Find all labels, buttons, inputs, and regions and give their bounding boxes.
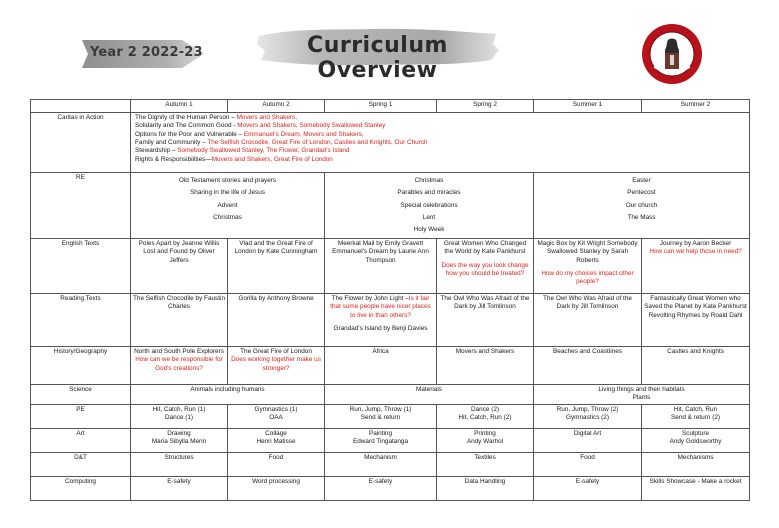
pe-spring2-cell: Dance (2) Hit, Catch, Run (2): [437, 404, 534, 428]
re-summer-cell: Easter Pentecost Our church The Mass: [534, 173, 750, 239]
pe-autumn2-cell: Gymnastics (1) OAA: [228, 404, 325, 428]
table-row: [31, 113, 750, 173]
caritas-line: Options for the Poor and Vulnerable – Emmanuel's Dream, Movers and Shakers,: [135, 130, 364, 138]
table-row: [31, 173, 750, 239]
english-autumn1-cell: Poles Apart by Jeanne Willis Lost and Found by Oliver Jeffers: [131, 239, 228, 294]
row-label-caritas: Caritas in Action: [31, 113, 131, 173]
re-spring-cell: Christmas Parables and miracles Special celebrations Lent Holy Week: [325, 173, 534, 239]
table-row: [31, 476, 750, 500]
dt-cell: Mechanism: [325, 452, 437, 476]
caritas-line: The Dignity of the Human Person – Movers and Shakers,: [135, 114, 297, 121]
curriculum-table: [30, 99, 750, 501]
history-spring1-cell: Africa: [325, 347, 437, 385]
reading-spring1-cell: The Flower by John Light –Is it fair that some people have nicer places to live in than others? Grandad's Island by Benji Davies: [325, 294, 437, 347]
computing-cell: Data Handling: [437, 476, 534, 500]
page-title: Curriculum Overview: [307, 33, 448, 83]
row-label-history: History/Geography: [31, 347, 131, 385]
row-label-art: Art: [31, 428, 131, 452]
column-header: Spring 1: [325, 100, 437, 113]
table-row: [31, 294, 750, 347]
row-label-re: RE: [31, 173, 131, 239]
art-autumn1-cell: Drawing Maria Sibylla Merin: [131, 428, 228, 452]
row-label-pe: PE: [31, 404, 131, 428]
column-header: Spring 2: [437, 100, 534, 113]
title-banner: [255, 24, 500, 83]
row-label-reading: Reading Texts: [31, 294, 131, 347]
row-label-science: Science: [31, 385, 131, 405]
pe-summer1-cell: Run, Jump, Throw (2) Gymnastics (2): [534, 404, 642, 428]
science-summer-cell: Living things and their habitats Plants: [534, 385, 750, 405]
history-summer1-cell: Beaches and Coastlines: [534, 347, 642, 385]
table-row: [31, 239, 750, 294]
history-autumn1-cell: North and South Pole Explorers How can we be responsible for God's creations?: [131, 347, 228, 385]
computing-cell: Skills Showcase - Make a rocket: [642, 476, 750, 500]
reading-autumn1-cell: The Selfish Crocodile by Faustin Charles: [131, 294, 228, 347]
computing-cell: E-safety: [131, 476, 228, 500]
reading-summer2-cell: Fantastically Great Women who Saved the Planet by Kate Pankhurst Revolting Rhymes by Roald Dahl: [642, 294, 750, 347]
history-summer2-cell: Castles and Knights: [642, 347, 750, 385]
row-label-computing: Computing: [31, 476, 131, 500]
column-header: Autumn 2: [228, 100, 325, 113]
school-crest-icon: [641, 23, 703, 85]
caritas-line: Solidarity and The Common Good - Movers and Shakers, Somebody Swallowed Stanley: [135, 122, 386, 130]
history-spring2-cell: Movers and Shakers: [437, 347, 534, 385]
history-autumn2-cell: The Great Fire of London Does working together make us stronger?: [228, 347, 325, 385]
dt-cell: Textiles: [437, 452, 534, 476]
dt-cell: Food: [228, 452, 325, 476]
reading-summer1-cell: The Owl Who Was Afraid of the Dark by Jill Tomlinson: [534, 294, 642, 347]
table-row: [31, 347, 750, 385]
year-banner: [82, 38, 204, 70]
science-autumn-cell: Animals including humans: [131, 385, 325, 405]
english-summer1-cell: Magic Box by Kit Wright Somebody Swallowed Stanley by Sarah Roberts How do my choices impact other people?: [534, 239, 642, 294]
table-header-row: [31, 100, 750, 113]
row-label-dt: D&T: [31, 452, 131, 476]
pe-spring1-cell: Run, Jump, Throw (1) Send & return: [325, 404, 437, 428]
english-spring2-cell: Great Women Who Changed the World by Kate Pankhurst Does the way you look change how you should be treated?: [437, 239, 534, 294]
dt-cell: Mechanisms: [642, 452, 750, 476]
art-summer1-cell: Digital Art: [534, 428, 642, 452]
reading-autumn2-cell: Gorilla by Anthony Browne: [228, 294, 325, 347]
english-autumn2-cell: Vlad and the Great Fire of London by Kate Cunningham: [228, 239, 325, 294]
art-summer2-cell: Sculpture Andy Goldsworthy: [642, 428, 750, 452]
table-row: [31, 404, 750, 428]
table-row: [31, 428, 750, 452]
computing-cell: Word processing: [228, 476, 325, 500]
table-row: [31, 452, 750, 476]
computing-cell: E-safety: [534, 476, 642, 500]
column-header: Summer 1: [534, 100, 642, 113]
column-header: Summer 2: [642, 100, 750, 113]
dt-cell: Structures: [131, 452, 228, 476]
year-label: Year 2 2022-23: [90, 45, 203, 60]
art-spring1-cell: Painting Edward Tingatanga: [325, 428, 437, 452]
pe-autumn1-cell: Hit, Catch, Run (1) Dance (1): [131, 404, 228, 428]
page-header: [0, 0, 779, 98]
english-spring1-cell: Meerkat Mail by Emily Gravett Emmanuel's Dream by Laurie Ann Thompson: [325, 239, 437, 294]
english-summer2-cell: Journey by Aaron Becker How can we help those in need?: [642, 239, 750, 294]
caritas-line: Stewardship – Somebody Swallowed Stanley, The Flower, Grandad's Island: [135, 147, 350, 155]
reading-spring2-cell: The Owl Who Was Afraid of the Dark by Jill Tomlinson: [437, 294, 534, 347]
caritas-line: Family and Community – The Selfish Crocodile, Great Fire of London, Castles and Knights, Our Church: [135, 138, 428, 146]
re-autumn-cell: Old Testament stories and prayers Sharing in the life of Jesus Advent Christmas: [131, 173, 325, 239]
art-spring2-cell: Printing Andy Warhol: [437, 428, 534, 452]
art-autumn2-cell: Collage Henri Matisse: [228, 428, 325, 452]
pe-summer2-cell: Hit, Catch, Run Send & return (2): [642, 404, 750, 428]
caritas-cell: [131, 113, 750, 173]
table-row: [31, 385, 750, 405]
science-spring-cell: Materials: [325, 385, 534, 405]
row-label-english: English Texts: [31, 239, 131, 294]
curriculum-table-wrapper: [30, 99, 749, 501]
computing-cell: E-safety: [325, 476, 437, 500]
caritas-line: Rights & Responsibilities—Movers and Shakers, Great Fire of London: [135, 155, 333, 163]
header-corner-cell: [31, 100, 131, 113]
column-header: Autumn 1: [131, 100, 228, 113]
dt-cell: Food: [534, 452, 642, 476]
